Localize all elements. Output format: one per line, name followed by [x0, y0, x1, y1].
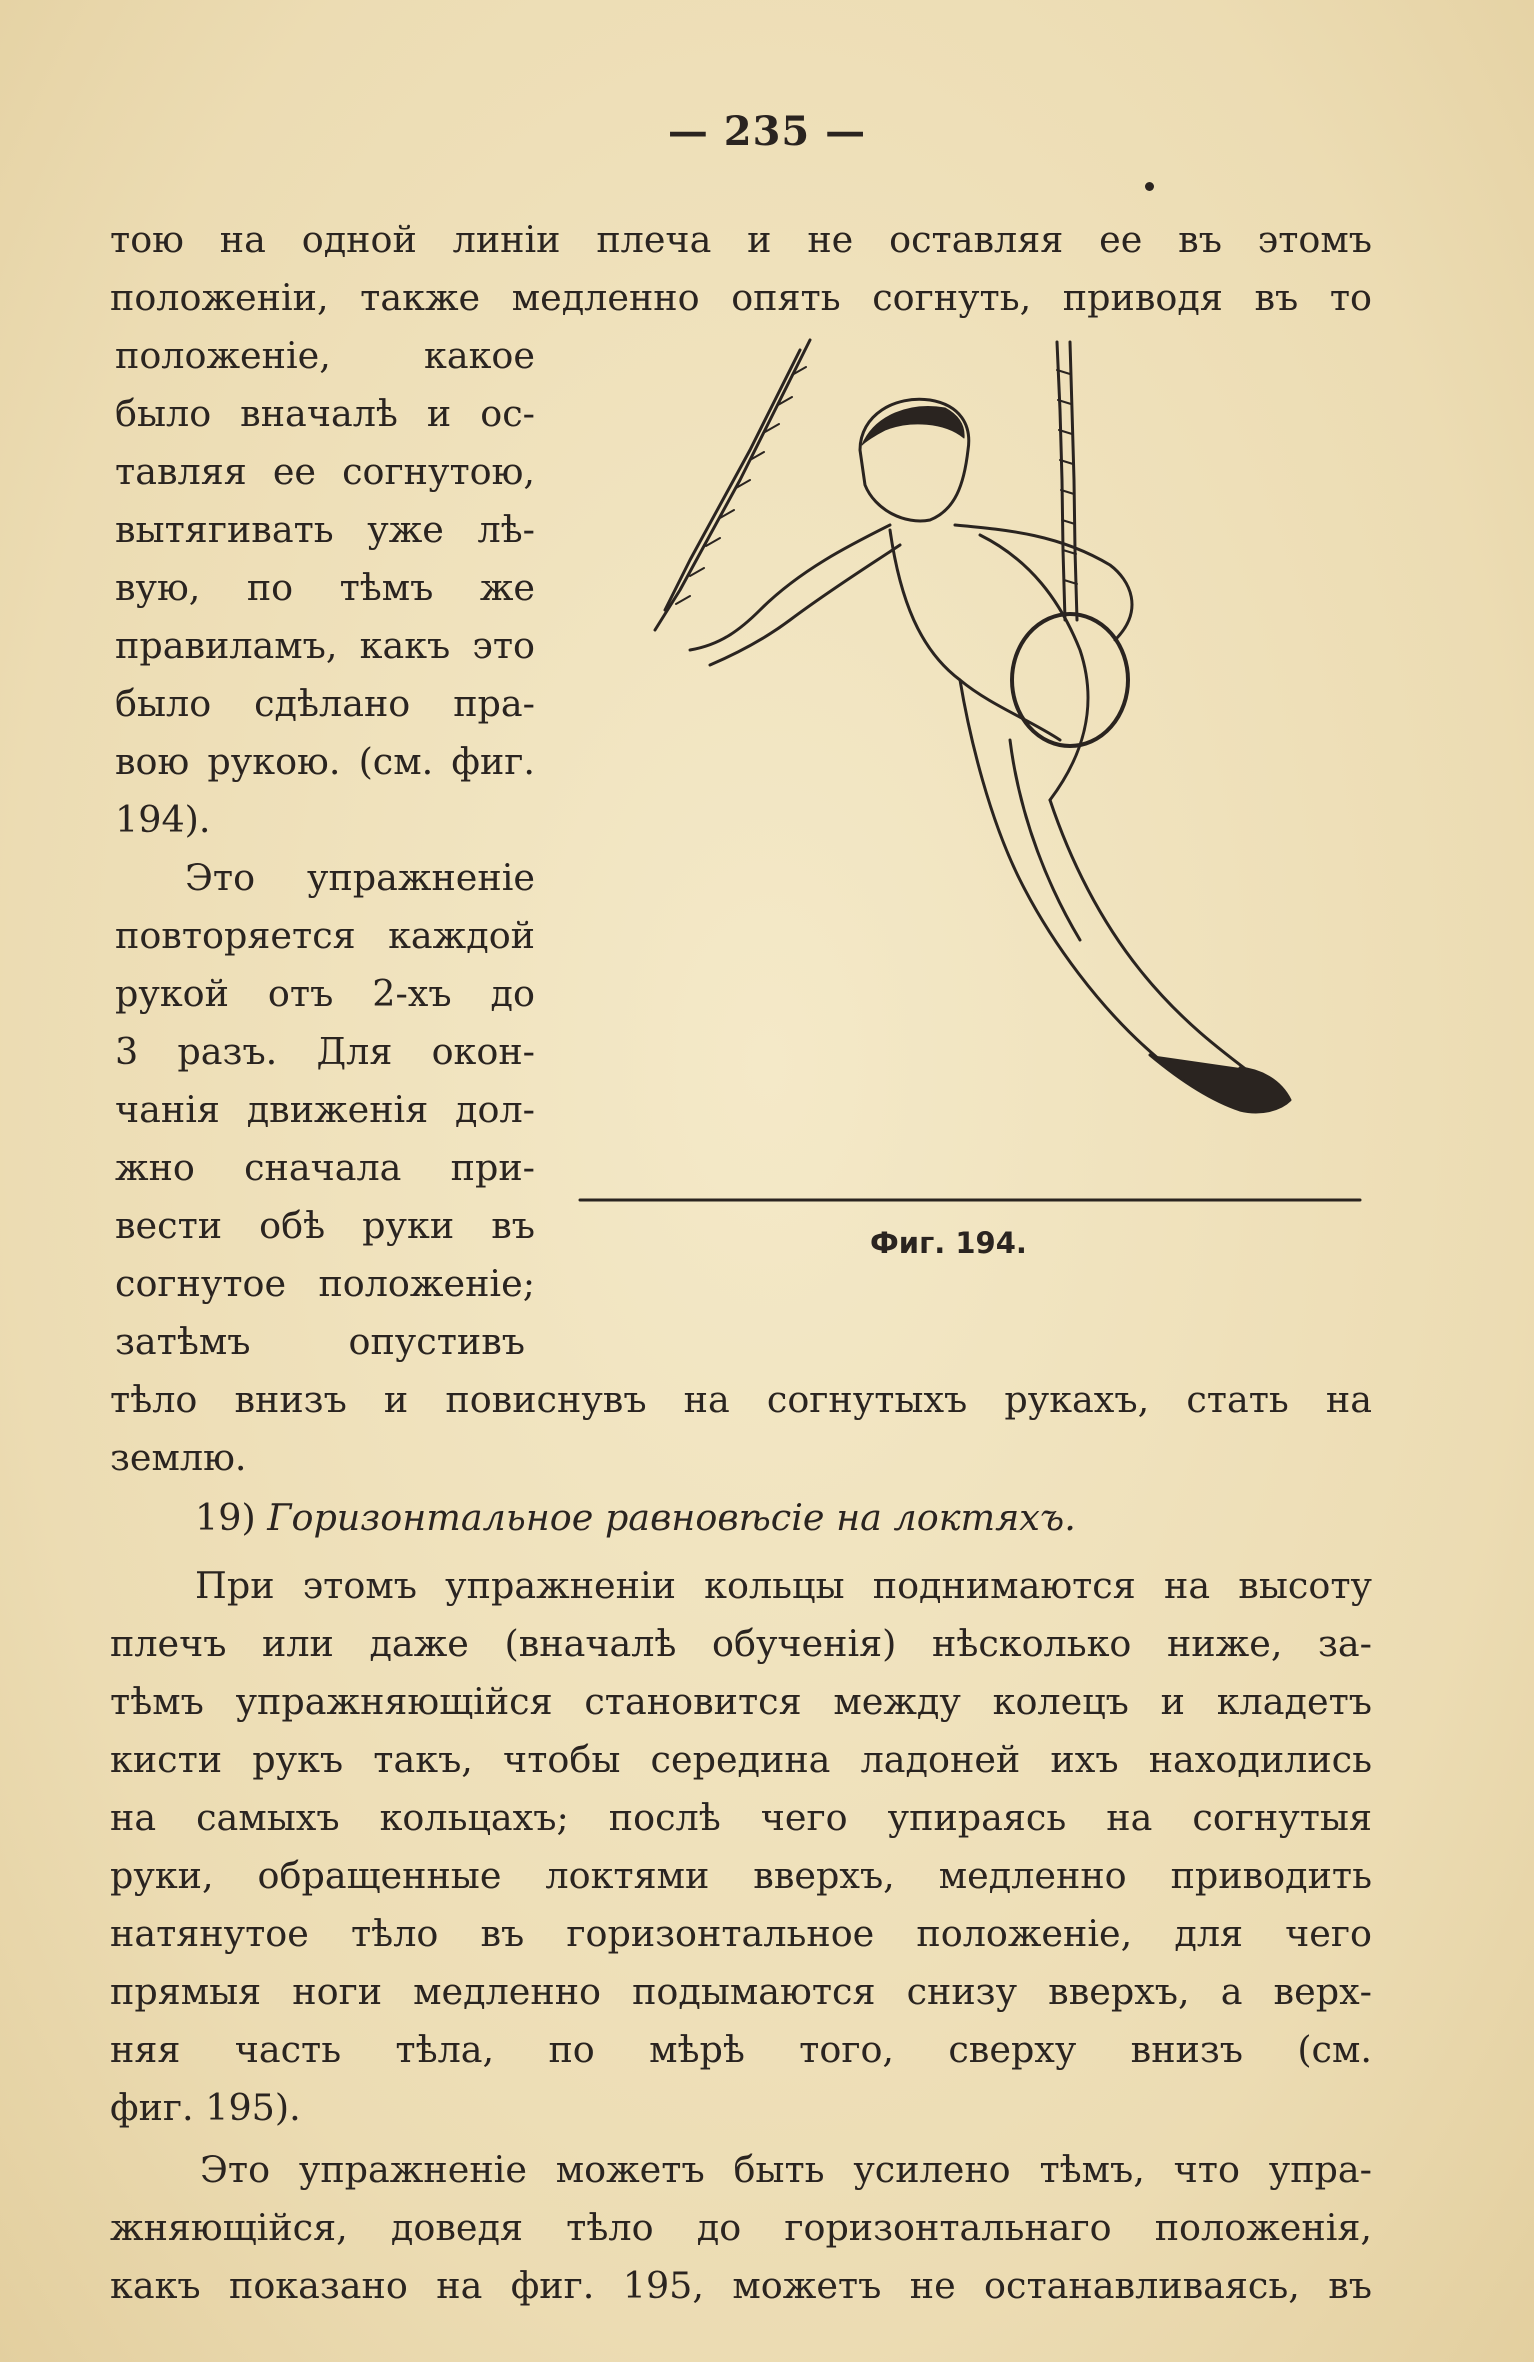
- text-line: няя часть тѣла, по мѣрѣ того, сверху внизъ (см.: [110, 2028, 1372, 2071]
- text-line: вести обѣ руки въ: [115, 1204, 535, 1247]
- text-line: тою на одной линіи плеча и не оставляя ее въ этомъ: [110, 218, 1372, 261]
- text-line: Это упражненіе: [185, 856, 535, 899]
- text-line: согнутое положеніе;: [115, 1262, 535, 1305]
- right-rope: [1057, 342, 1065, 620]
- text-line: вую, по тѣмъ же: [115, 566, 535, 609]
- text-line: руки, обращенные локтями вверхъ, медленно приводить: [110, 1854, 1372, 1897]
- figure-caption: Фиг. 194.: [870, 1226, 1027, 1260]
- left-arm: [690, 525, 890, 650]
- text-line: прямыя ноги медленно подымаются снизу вверхъ, а верх-: [110, 1970, 1372, 2013]
- text-line: затѣмъ опустивъ: [115, 1320, 525, 1363]
- text-line: правиламъ, какъ это: [115, 624, 535, 667]
- text-line: тѣло внизъ и повиснувъ на согнутыхъ рукахъ, стать на: [110, 1378, 1372, 1421]
- text-line: было вначалѣ и ос-: [115, 392, 535, 435]
- text-line: 194).: [115, 798, 211, 841]
- torso-side: [890, 530, 1060, 740]
- text-line: на самыхъ кольцахъ; послѣ чего упираясь на согнутыя: [110, 1796, 1372, 1839]
- text-line: натянутое тѣло въ горизонтальное положеніе, для чего: [110, 1912, 1372, 1955]
- text-line: фиг. 195).: [110, 2086, 301, 2129]
- text-line: было сдѣлано пра-: [115, 682, 535, 725]
- text-line: тавляя ее согнутою,: [115, 450, 535, 493]
- feet: [1150, 1055, 1290, 1112]
- text-line: жняющійся, доведя тѣло до горизонтальнаго положенія,: [110, 2206, 1372, 2249]
- text-line: плечъ или даже (вначалѣ обученія) нѣсколько ниже, за-: [110, 1622, 1372, 1665]
- text-line: При этомъ упражненіи кольцы поднимаются на высоту: [195, 1564, 1372, 1607]
- front-leg: [960, 680, 1160, 1060]
- section-number: 19): [195, 1496, 256, 1539]
- section-heading: [195, 1496, 1076, 1539]
- section-title: Горизонтальное равновѣсіе на локтяхъ.: [267, 1496, 1076, 1539]
- text-line: вытягивать уже лѣ-: [115, 508, 535, 551]
- text-line: рукой отъ 2-хъ до: [115, 972, 535, 1015]
- text-line: чанія движенія дол-: [115, 1088, 535, 1131]
- page-number: — 235 —: [667, 108, 867, 155]
- text-line: тѣмъ упражняющійся становится между колецъ и кладетъ: [110, 1680, 1372, 1723]
- text-line: какъ показано на фиг. 195, можетъ не останавливаясь, въ: [110, 2264, 1372, 2307]
- text-line: кисти рукъ такъ, чтобы середина ладоней ихъ находились: [110, 1738, 1372, 1781]
- text-line: землю.: [110, 1436, 247, 1479]
- gymnast-on-rings-illustration: [560, 320, 1380, 1220]
- text-line: положеніи, также медленно опять согнуть, приводя въ то: [110, 276, 1372, 319]
- text-line: Это упражненіе можетъ быть усилено тѣмъ, что упра-: [200, 2148, 1372, 2191]
- gymnastic-ring: [1012, 614, 1128, 746]
- ink-dot: [1145, 182, 1154, 191]
- text-line: повторяется каждой: [115, 914, 535, 957]
- text-line: жно сначала при-: [115, 1146, 535, 1189]
- text-line: вою рукою. (см. фиг.: [115, 740, 535, 783]
- text-line: 3 разъ. Для окон-: [115, 1030, 535, 1073]
- text-line: положеніе, какое: [115, 334, 535, 377]
